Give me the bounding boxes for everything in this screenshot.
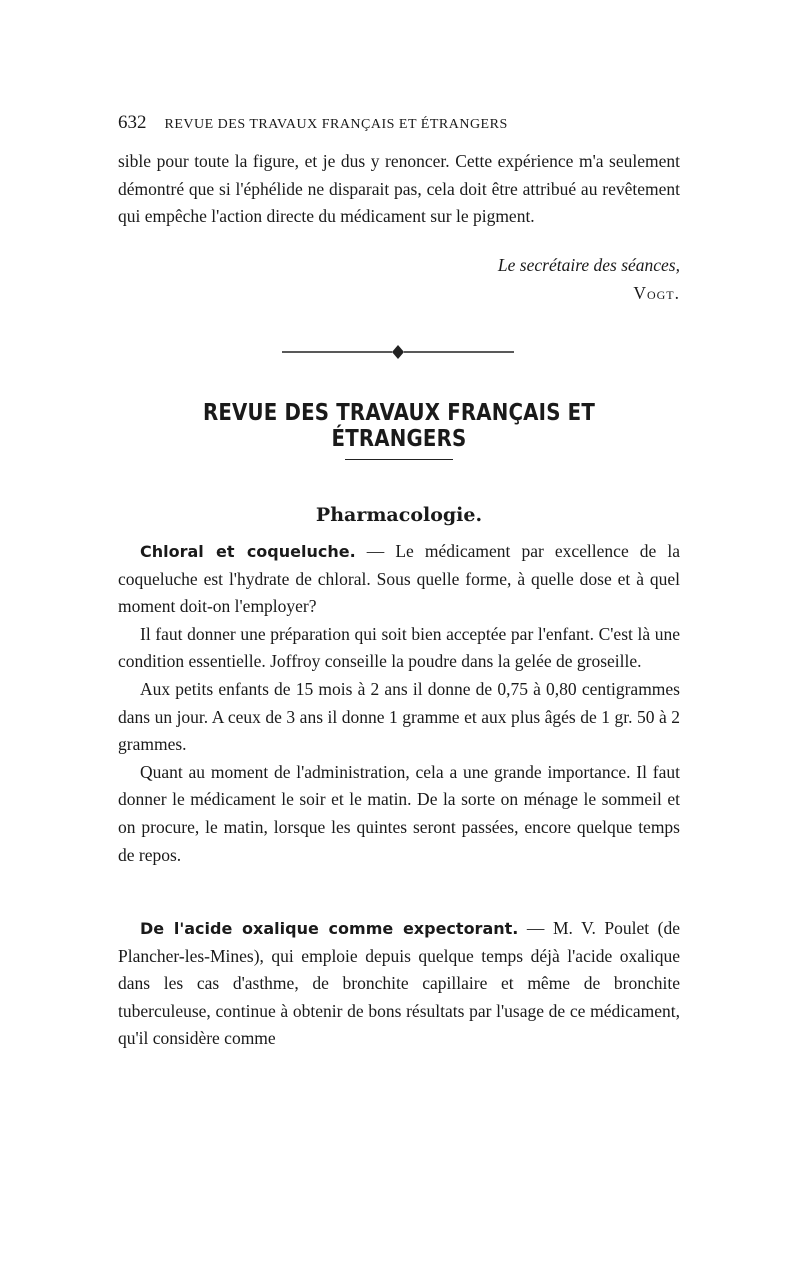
oxalique-paragraph <box>118 915 680 1053</box>
oxalique-article <box>118 915 680 1053</box>
intro-paragraph <box>118 148 680 231</box>
subsection-title: Pharmacologie. <box>315 504 483 526</box>
section-title: REVUE DES TRAVAUX FRANÇAIS ET ÉTRANGERS <box>202 400 596 452</box>
ornamental-rule <box>282 340 514 364</box>
chloral-paragraph-4: Quant au moment de l'administration, cela a une grande importance. Il faut donner le médicament le soir et le matin. De la sorte on ménage le sommeil et on procure, le matin, lorsque les quintes seront passées, encore quelque temps de repos. <box>118 761 680 865</box>
chloral-article <box>118 538 680 869</box>
signature-role: Le secrétaire des séances, <box>497 255 680 275</box>
chloral-paragraph-3: Aux petits enfants de 15 mois à 2 ans il donne de 0,75 à 0,80 centigrammes dans un jour. A ceux de 3 ans il donne 1 gramme et aux plus âgés de 1 gr. 50 à 2 grammes. <box>118 678 680 755</box>
title-divider <box>345 459 453 460</box>
oxalique-lead: De l'acide oxalique comme expectorant. <box>140 919 519 938</box>
intro-text: sible pour toute la figure, et je dus y renoncer. Cette expérience m'a seulement démontré que si l'éphélide ne disparait pas, cela doit être attribué au revêtement qui empêche l'action directe du médicament sur le pigment. <box>118 151 680 227</box>
diamond-icon <box>392 345 404 359</box>
oxalique-text: — M. V. Poulet (de Plancher-les-Mines), qui emploie depuis quelque temps déjà l'acide oxalique dans les cas d'asthme, de bronchite capillaire et même de bronchite tuberculeuse, continue à obtenir de bons résultats par l'usage de ce médicament, qu'il considère comme <box>118 918 681 1049</box>
chloral-lead: Chloral et coqueluche. <box>140 542 356 561</box>
chloral-paragraph-1-text: — Le médicament par excellence de la coqueluche est l'hydrate de chloral. Sous quelle forme, à quelle dose et à quel moment doit-on l'employer? <box>118 541 681 617</box>
page-number: 632 <box>118 112 147 133</box>
running-head-title: REVUE DES TRAVAUX FRANÇAIS ET ÉTRANGERS <box>164 117 508 132</box>
running-head <box>118 112 680 134</box>
signature-name: Vogt. <box>633 283 680 303</box>
chloral-paragraph-2: Il faut donner une préparation qui soit bien acceptée par l'enfant. C'est là une condition essentielle. Joffroy conseille la poudre dans la gelée de groseille. <box>118 623 680 672</box>
chloral-paragraph-1 <box>118 538 680 621</box>
